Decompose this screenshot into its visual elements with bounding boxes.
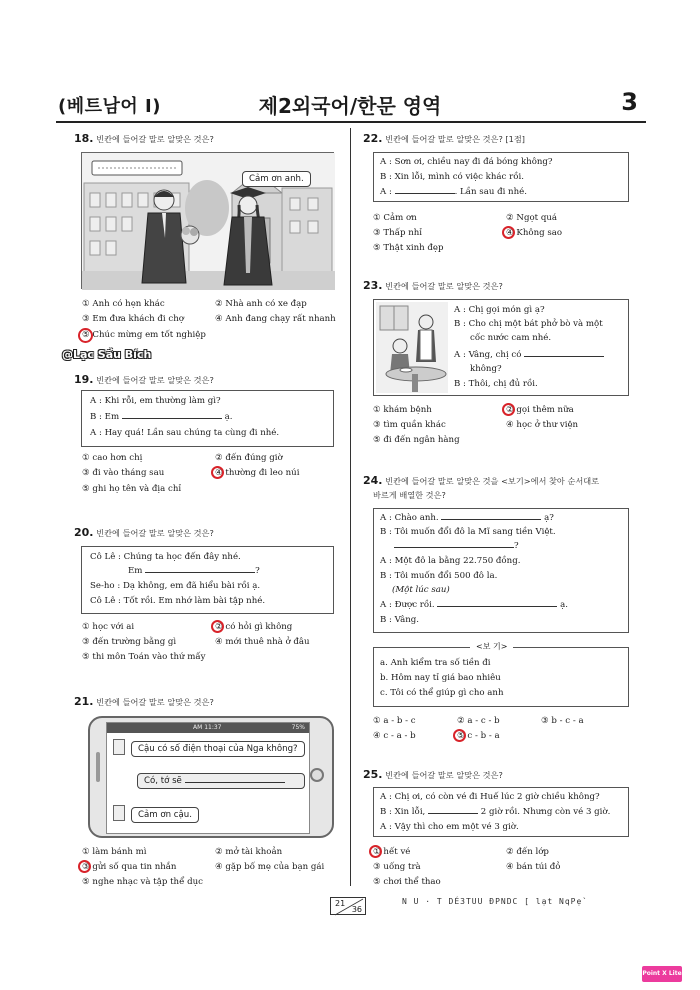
dialogue-line-blank: ?	[394, 541, 519, 551]
graduation-illustration	[81, 152, 334, 289]
q24-option-4[interactable]: ④ c - a - b	[373, 731, 416, 741]
section-title: 제2외국어/한문 영역	[258, 94, 442, 118]
phone-speaker	[96, 752, 100, 782]
status-time: AM 11:37	[193, 724, 222, 731]
q20-option-2[interactable]: ② có hỏi gì không	[215, 622, 293, 632]
q25-option-5[interactable]: ⑤ chơi thể thao	[373, 877, 441, 887]
bogi-item: a. Anh kiểm tra số tiền đi	[380, 658, 491, 668]
subject-label: (베트남어 I)	[58, 96, 161, 117]
app-badge: Point X Lite	[642, 966, 682, 982]
stage-direction: (Một lúc sau)	[392, 585, 450, 595]
dialogue-line-blank: B : Em ạ.	[90, 412, 233, 422]
bogi-item: c. Tôi có thể giúp gì cho anh	[380, 688, 504, 698]
dialogue-line-blank: A : . Lần sau đi nhé.	[380, 187, 527, 197]
question-22-header	[363, 132, 525, 145]
question-23-header	[363, 279, 503, 292]
question-prompt-cont: 바르게 배열한 것은?	[373, 490, 446, 500]
q25-option-4[interactable]: ④ bán túi đỏ	[506, 862, 561, 872]
dialogue-line: B : Thôi, chị đủ rồi.	[454, 379, 538, 389]
q19-option-4[interactable]: ④ thường đi leo núi	[215, 468, 300, 478]
page-indicator	[330, 897, 366, 915]
answer-mark-circle	[369, 845, 382, 858]
dialogue-line: A : Chị ơi, có còn vé đi Huế lúc 2 giờ chiều không?	[380, 792, 600, 802]
speech-bubble: Cảm ơn anh.	[242, 171, 311, 187]
q23-option-3[interactable]: ③ tìm quần khác	[373, 420, 446, 430]
q19-option-3[interactable]: ③ đi vào tháng sau	[82, 468, 165, 478]
dialogue-line-blank: Em ?	[128, 566, 260, 576]
q24-option-1[interactable]: ① a - b - c	[373, 716, 416, 726]
q21-option-4[interactable]: ④ gặp bố mẹ của bạn gái	[215, 862, 325, 872]
dialogue-line: B : Tôi muốn đổi 500 đô la.	[380, 571, 498, 581]
q24-dialogue-box	[373, 508, 629, 633]
dialogue-line: A : Hay quá! Lần sau chúng ta cùng đi nhé.	[90, 428, 280, 438]
phone-screen	[106, 722, 310, 834]
question-prompt: 빈칸에 들어갈 말로 알맞은 것은?	[96, 375, 214, 385]
answer-mark-circle	[211, 620, 224, 633]
q18-option-5[interactable]: ⑤ Chúc mừng em tốt nghiệp	[82, 330, 206, 340]
dialogue-line: A : Chị gọi món gì ạ?	[454, 305, 545, 315]
q23-option-1[interactable]: ① khám bệnh	[373, 405, 432, 415]
header-divider	[56, 121, 646, 123]
dialogue-line-blank: A : Chào anh. ạ?	[380, 513, 554, 523]
dialogue-line: cốc nước cam nhé.	[470, 333, 552, 343]
q23-option-5[interactable]: ⑤ đi đến ngân hàng	[373, 435, 460, 445]
q19-dialogue-box	[81, 390, 334, 447]
answer-mark-circle	[453, 729, 466, 742]
page-current: 21	[335, 899, 346, 908]
page-total: 36	[351, 905, 362, 914]
q18-option-3[interactable]: ③ Em đưa khách đi chợ	[82, 314, 184, 324]
q23-option-2[interactable]: ② gọi thêm nữa	[506, 405, 574, 415]
battery-level: 75%	[291, 724, 305, 731]
q20-option-3[interactable]: ③ đến trường bằng gì	[82, 637, 177, 647]
dialogue-line: Se-ho : Dạ không, em đã hiểu bài rồi ạ.	[90, 581, 261, 591]
q22-option-1[interactable]: ① Cảm ơn	[373, 213, 417, 223]
question-number: 24.	[363, 474, 383, 487]
dialogue-line: A : Vậy thì cho em một vé 3 giờ.	[380, 822, 519, 832]
q19-option-5[interactable]: ⑤ ghi họ tên và địa chỉ	[82, 484, 182, 494]
question-number: 21.	[74, 695, 94, 708]
question-number: 22.	[363, 132, 383, 145]
dialogue-line: A : Khi rỗi, em thường làm gì?	[90, 396, 221, 406]
column-divider	[350, 128, 351, 886]
status-bar	[107, 723, 309, 733]
question-prompt: 빈칸에 들어갈 말로 알맞은 것은?	[385, 770, 503, 780]
question-prompt: 빈칸에 들어갈 말로 알맞은 것은?	[96, 528, 214, 538]
q22-dialogue-box	[373, 152, 629, 202]
question-20-header	[74, 526, 214, 539]
answer-mark-circle	[78, 328, 93, 343]
dialogue-line: A : Một đô la bằng 22.750 đồng.	[380, 556, 521, 566]
avatar-icon	[113, 739, 125, 755]
q22-option-3[interactable]: ③ Thấp nhỉ	[373, 228, 423, 238]
q21-option-5[interactable]: ⑤ nghe nhạc và tập thể dục	[82, 877, 203, 887]
q25-option-2[interactable]: ② đến lớp	[506, 847, 549, 857]
q18-option-1[interactable]: ① Anh có hẹn khác	[82, 299, 165, 309]
question-25-header	[363, 768, 503, 781]
question-prompt: 빈칸에 들어갈 말로 알맞은 것을 <보기>에서 찾아 순서대로	[385, 476, 600, 486]
q24-option-3[interactable]: ③ b - c - a	[541, 716, 584, 726]
question-number: 25.	[363, 768, 383, 781]
question-number: 23.	[363, 279, 383, 292]
answer-mark-circle	[502, 403, 515, 416]
dialogue-line: B : Vâng.	[380, 615, 419, 625]
q22-option-5[interactable]: ⑤ Thật xinh đẹp	[373, 243, 444, 253]
footer-code: N U · T DÉ3TUU ĐPNDC [ lạt NqPẹ`	[402, 897, 589, 906]
q18-option-2[interactable]: ② Nhà anh có xe đạp	[215, 299, 307, 309]
dialogue-line: B : Tôi muốn đổi đô la Mĩ sang tiền Việt.	[380, 527, 556, 537]
q22-option-4[interactable]: ④ Không sao	[506, 228, 563, 238]
q25-option-1[interactable]: ① hết vé	[373, 847, 411, 857]
restaurant-illustration	[376, 302, 448, 393]
dialogue-line-blank: A : Vâng, chị có	[454, 350, 604, 360]
dialogue-line: B : Xin lỗi, mình có việc khác rồi.	[380, 172, 524, 182]
q20-dialogue-box	[81, 546, 334, 614]
q23-option-4[interactable]: ④ học ở thư viện	[506, 420, 579, 430]
avatar-icon	[113, 805, 125, 821]
dialogue-line-blank: A : Được rồi. ạ.	[380, 600, 568, 610]
q21-option-1[interactable]: ① làm bánh mì	[82, 847, 147, 857]
question-prompt: 빈칸에 들어갈 말로 알맞은 것은?	[385, 281, 503, 291]
dialogue-line: Cô Lê : Chúng ta học đến đây nhé.	[90, 552, 241, 562]
q25-option-3[interactable]: ③ uống trà	[373, 862, 421, 872]
question-prompt: 빈칸에 들어갈 말로 알맞은 것은?	[96, 134, 214, 144]
q21-option-3[interactable]: ③ gửi số qua tin nhắn	[82, 862, 177, 872]
dialogue-line: A : Sơn ơi, chiều nay đi đá bóng không?	[380, 157, 553, 167]
q18-option-4[interactable]: ④ Anh đang chạy rất nhanh	[215, 314, 336, 324]
dialogue-line: B : Cho chị một bát phở bò và một	[454, 319, 603, 329]
q19-option-2[interactable]: ② đến đúng giờ	[215, 453, 283, 463]
watermark-text: @Lạc Sầu Bích	[62, 348, 152, 361]
q20-option-4[interactable]: ④ mới thuê nhà ở đâu	[215, 637, 310, 647]
dialogue-line-blank: B : Xin lỗi, 2 giờ rồi. Nhưng còn vé 3 giờ.	[380, 807, 611, 817]
bogi-title: <보 기>	[470, 641, 513, 652]
question-number: 20.	[74, 526, 94, 539]
chat-message-received: Cảm ơn cậu.	[131, 807, 199, 823]
answer-mark-circle	[211, 466, 224, 479]
q19-option-1[interactable]: ① cao hơn chị	[82, 453, 143, 463]
q23-dialogue-box	[373, 299, 629, 396]
question-18-header	[74, 132, 214, 145]
question-number: 18.	[74, 132, 94, 145]
question-19-header	[74, 373, 214, 386]
dialogue-line: không?	[470, 364, 502, 374]
q24-option-2[interactable]: ② a - c - b	[457, 716, 500, 726]
q20-option-1[interactable]: ① học với ai	[82, 622, 135, 632]
q21-option-2[interactable]: ② mở tài khoản	[215, 847, 283, 857]
page-number-large: 3	[621, 88, 638, 116]
chat-message-received: Cậu có số điện thoại của Nga không?	[131, 741, 305, 757]
question-number: 19.	[74, 373, 94, 386]
smartphone-frame	[88, 716, 334, 838]
answer-mark-circle	[78, 860, 91, 873]
answer-mark-circle	[502, 226, 515, 239]
q25-dialogue-box	[373, 787, 629, 837]
q22-option-2[interactable]: ② Ngọt quá	[506, 213, 557, 223]
q24-option-5[interactable]: ⑤ c - b - a	[457, 731, 500, 741]
phone-home-button	[310, 768, 324, 782]
question-prompt: 빈칸에 들어갈 말로 알맞은 것은? [1점]	[385, 134, 525, 144]
question-24-header	[363, 474, 599, 487]
bogi-item: b. Hôm nay tỉ giá bao nhiêu	[380, 673, 501, 683]
question-prompt: 빈칸에 들어갈 말로 알맞은 것은?	[96, 697, 214, 707]
q20-option-5[interactable]: ⑤ thi môn Toán vào thứ mấy	[82, 652, 206, 662]
bogi-box	[373, 642, 629, 707]
question-21-header	[74, 695, 214, 708]
dialogue-line: Cô Lê : Tốt rồi. Em nhớ làm bài tập nhé.	[90, 596, 266, 606]
chat-message-sent: Có, tớ sẽ	[137, 773, 305, 789]
